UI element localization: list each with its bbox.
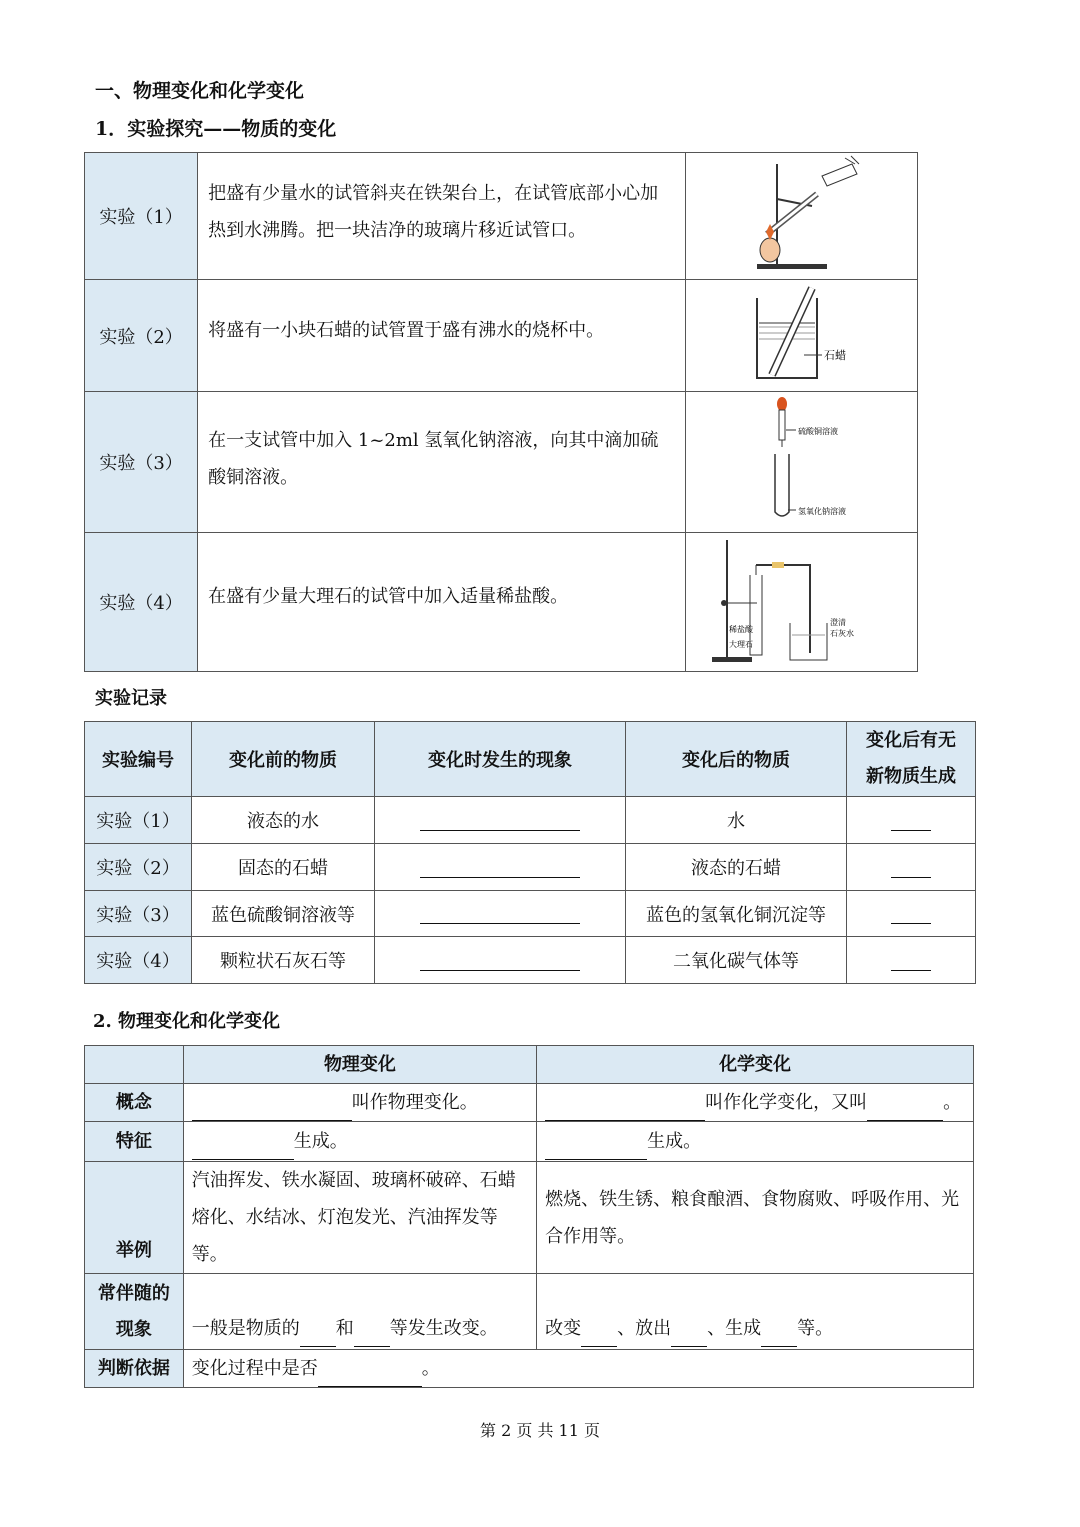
record-phenomenon-blank[interactable] [375,844,626,891]
concept-physical-text: 叫作物理变化。 [351,1092,478,1113]
record-row [85,844,976,891]
phen-phys-b: 和 [335,1318,354,1339]
record-id: 实验（3） [85,891,192,937]
phenomena-chemical [537,1274,974,1350]
record-after: 液态的石蜡 [626,844,847,891]
row-label-basis: 判断依据 [85,1350,184,1388]
row-label-phenomena-1: 常伴随的 [97,1282,170,1304]
record-id: 实验（1） [85,797,192,844]
sodium-hydroxide-label: 氢氧化钠溶液 [797,507,846,516]
feature-row [85,1122,974,1162]
phen-phys-c: 等发生改变。 [389,1318,498,1339]
basis-row [85,1350,974,1388]
feature-chemical-text: 生成。 [647,1131,702,1152]
experiment-label: 实验（1） [85,153,198,280]
header-new-substance-line2: 新物质生成 [866,766,956,787]
phen-phys-blank-1[interactable] [300,1326,336,1347]
header-physical: 物理变化 [183,1046,536,1084]
concept-chemical-blank[interactable] [545,1100,705,1121]
experiment-table [84,152,918,672]
basis-text-b: 。 [421,1358,440,1379]
subsection-title-1: 1．实验探究——物质的变化 [95,118,337,140]
record-after: 水 [626,797,847,844]
phen-phys-a: 一般是物质的 [191,1318,300,1339]
header-new-substance [847,722,976,797]
record-new-substance-blank[interactable] [847,844,976,891]
experiment-row [85,533,918,672]
concept-row [85,1084,974,1122]
copper-sulfate-label: 硫酸铜溶液 [797,427,838,436]
record-id: 实验（4） [85,937,192,984]
phen-chem-blank-1[interactable] [581,1326,617,1347]
compare-corner [85,1046,184,1084]
header-id: 实验编号 [85,722,192,797]
page-footer: 第 2 页 共 11 页 [480,1421,600,1440]
heating-apparatus-figure [737,154,867,274]
header-after: 变化后的物质 [626,722,847,797]
experiment-label: 实验（3） [85,392,198,533]
experiment-label: 实验（4） [85,533,198,672]
row-label-feature: 特征 [85,1122,184,1162]
concept-chemical-text-b: 。 [943,1092,962,1113]
record-row [85,797,976,844]
feature-chemical-blank[interactable] [545,1139,647,1160]
header-new-substance-line1: 变化后有无 [866,730,956,751]
concept-chemical-text-a: 叫作化学变化，又叫 [705,1092,868,1113]
row-label-concept: 概念 [85,1084,184,1122]
gas-apparatus-figure [702,535,902,665]
feature-physical-blank[interactable] [192,1139,294,1160]
record-new-substance-blank[interactable] [847,937,976,984]
experiment-desc: 在盛有少量大理石的试管中加入适量稀盐酸。 [198,533,686,672]
row-label-phenomena-2: 现象 [115,1318,152,1340]
paraffin-label: 石蜡 [823,349,846,362]
header-chemical: 化学变化 [537,1046,974,1084]
experiment-desc: 将盛有一小块石蜡的试管置于盛有沸水的烧杯中。 [198,280,686,392]
row-label-example: 举例 [85,1162,184,1274]
phen-chem-blank-3[interactable] [761,1326,797,1347]
header-before: 变化前的物质 [192,722,375,797]
experiment-label: 实验（2） [85,280,198,392]
experiment-row [85,153,918,280]
record-after: 二氧化碳气体等 [626,937,847,984]
record-table [84,721,976,984]
example-physical: 汽油挥发、铁水凝固、玻璃杯破碎、石蜡熔化、水结冰、灯泡发光、汽油挥发等等。 [183,1162,536,1274]
dropper-tube-figure [742,392,862,527]
marble-label: 大理石 [728,639,753,649]
concept-chemical-blank-2[interactable] [867,1100,943,1121]
concept-chemical [537,1084,974,1122]
section-title: 一、物理变化和化学变化 [95,80,305,102]
experiment-figure-gas [686,533,918,672]
phen-chem-a: 改变 [545,1318,582,1339]
experiment-figure-dropper [686,392,918,533]
beaker-figure [742,283,862,383]
record-header-row [85,722,976,797]
record-row [85,891,976,937]
record-phenomenon-blank[interactable] [375,937,626,984]
header-phenomenon: 变化时发生的现象 [375,722,626,797]
concept-physical [183,1084,536,1122]
phen-phys-blank-2[interactable] [354,1326,390,1347]
limewater-label-1: 澄清 [829,617,846,627]
basis-content [183,1350,973,1388]
phenomena-physical [183,1274,536,1350]
phen-chem-d: 等。 [797,1318,834,1339]
record-before: 蓝色硫酸铜溶液等 [192,891,375,937]
row-label-phenomena [85,1274,184,1350]
phenomena-row [85,1274,974,1350]
experiment-desc: 在一支试管中加入 1~2ml 氢氧化钠溶液，向其中滴加硫酸铜溶液。 [198,392,686,533]
record-title: 实验记录 [95,688,167,709]
record-id: 实验（2） [85,844,192,891]
experiment-desc: 把盛有少量水的试管斜夹在铁架台上，在试管底部小心加热到水沸腾。把一块洁净的玻璃片移近试管口。 [198,153,686,280]
experiment-row [85,392,918,533]
record-before: 颗粒状石灰石等 [192,937,375,984]
compare-header-row [85,1046,974,1084]
record-before: 液态的水 [192,797,375,844]
feature-chemical [537,1122,974,1162]
basis-text-a: 变化过程中是否 [191,1358,318,1379]
experiment-figure-heating [686,153,918,280]
record-phenomenon-blank[interactable] [375,797,626,844]
concept-physical-blank[interactable] [192,1100,352,1121]
example-chemical: 燃烧、铁生锈、粮食酿酒、食物腐败、呼吸作用、光合作用等。 [537,1162,974,1274]
experiment-figure-beaker [686,280,918,392]
phen-chem-b: 、放出 [617,1318,672,1339]
comparison-table [84,1045,974,1388]
basis-blank[interactable] [318,1366,422,1387]
phen-chem-c: 、生成 [707,1318,762,1339]
record-before: 固态的石蜡 [192,844,375,891]
feature-physical-text: 生成。 [293,1131,348,1152]
record-new-substance-blank[interactable] [847,891,976,937]
record-row [85,937,976,984]
dilute-hcl-label: 稀盐酸 [728,624,753,634]
limewater-label-2: 石灰水 [829,628,854,638]
record-phenomenon-blank[interactable] [375,891,626,937]
phen-chem-blank-2[interactable] [671,1326,707,1347]
subsection-title-2: 2. 物理变化和化学变化 [93,1011,281,1032]
record-after: 蓝色的氢氧化铜沉淀等 [626,891,847,937]
record-new-substance-blank[interactable] [847,797,976,844]
example-row [85,1162,974,1274]
feature-physical [183,1122,536,1162]
experiment-row [85,280,918,392]
